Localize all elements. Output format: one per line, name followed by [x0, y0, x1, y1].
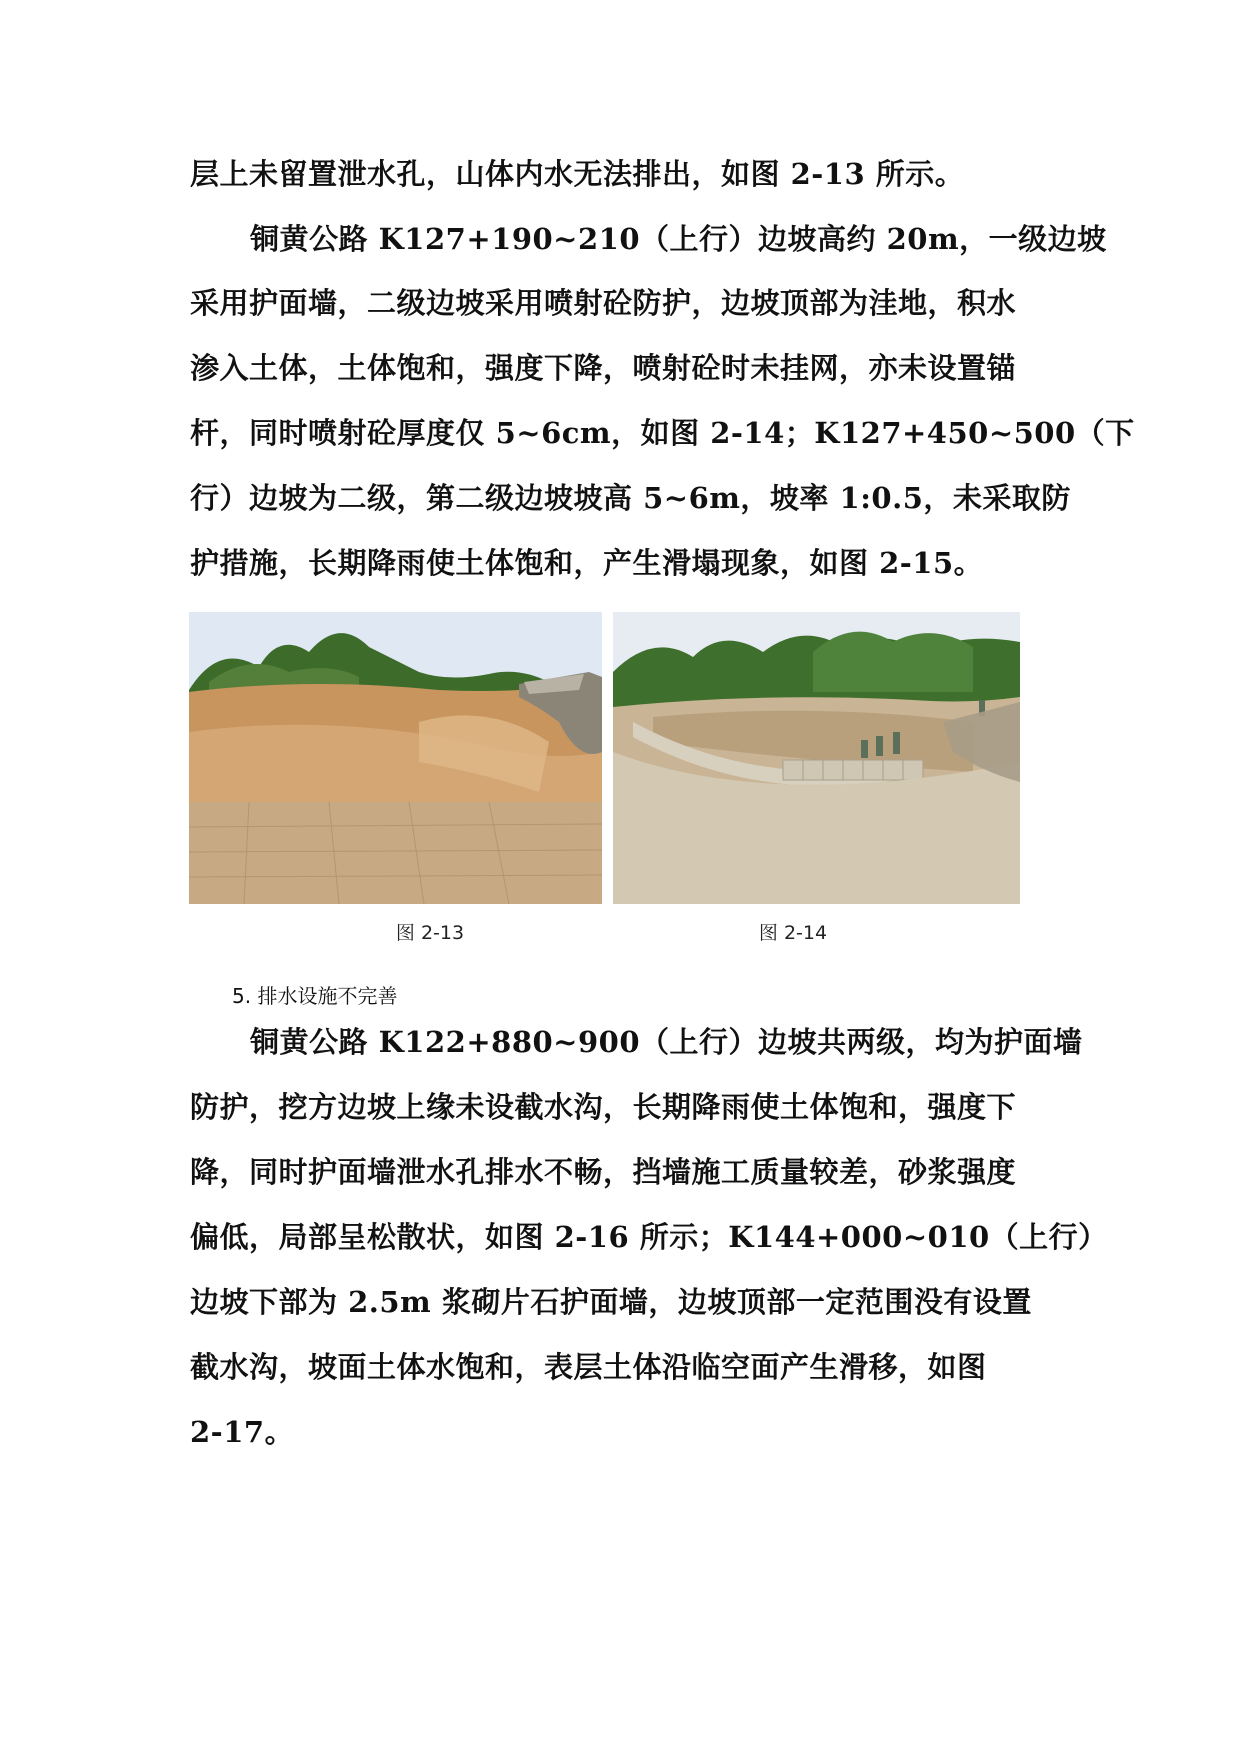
paragraph2-line-2: 采用护面墙，二级边坡采用喷射砼防护，边坡顶部为洼地，积水 [190, 286, 1017, 320]
paragraph3-line-4: 偏低，局部呈松散状，如图 2-16 所示；K144+000~010（上行） [190, 1220, 1108, 1254]
paragraph3-line-1: 铜黄公路 K122+880~900（上行）边坡共两级，均为护面墙 [250, 1025, 1083, 1059]
paragraph2-line-5: 行）边坡为二级，第二级边坡坡高 5~6m，坡率 1:0.5，未采取防 [190, 481, 1071, 515]
paragraph3-line-2: 防护，挖方边坡上缘未设截水沟，长期降雨使土体饱和，强度下 [190, 1090, 1017, 1124]
figure-2-13-caption: 图 2-13 [395, 922, 465, 944]
paragraph2-line-4: 杆，同时喷射砼厚度仅 5~6cm，如图 2-14；K127+450~500（下 [190, 416, 1135, 450]
paragraph2-line-3: 渗入土体，土体饱和，强度下降，喷射砼时未挂网，亦未设置锚 [190, 351, 1017, 385]
paragraph3-line-6: 截水沟，坡面土体水饱和，表层土体沿临空面产生滑移，如图 [190, 1350, 987, 1384]
paragraph3-line-3: 降，同时护面墙泄水孔排水不畅，挡墙施工质量较差，砂浆强度 [190, 1155, 1017, 1189]
paragraph3-line-7: 2-17。 [190, 1415, 295, 1449]
section-heading: 5. 排水设施不完善 [232, 984, 398, 1008]
figure-2-13-photo [189, 612, 602, 904]
paragraph3-line-5: 边坡下部为 2.5m 浆砌片石护面墙，边坡顶部一定范围没有设置 [190, 1285, 1032, 1319]
paragraph2-line-1: 铜黄公路 K127+190~210（上行）边坡高约 20m，一级边坡 [250, 222, 1107, 256]
figure-2-14-caption: 图 2-14 [758, 922, 828, 944]
figure-2-14-photo [613, 612, 1020, 904]
paragraph2-line-6: 护措施，长期降雨使土体饱和，产生滑塌现象，如图 2-15。 [190, 546, 984, 580]
paragraph1-line-1: 层上未留置泄水孔，山体内水无法排出，如图 2-13 所示。 [190, 157, 965, 191]
